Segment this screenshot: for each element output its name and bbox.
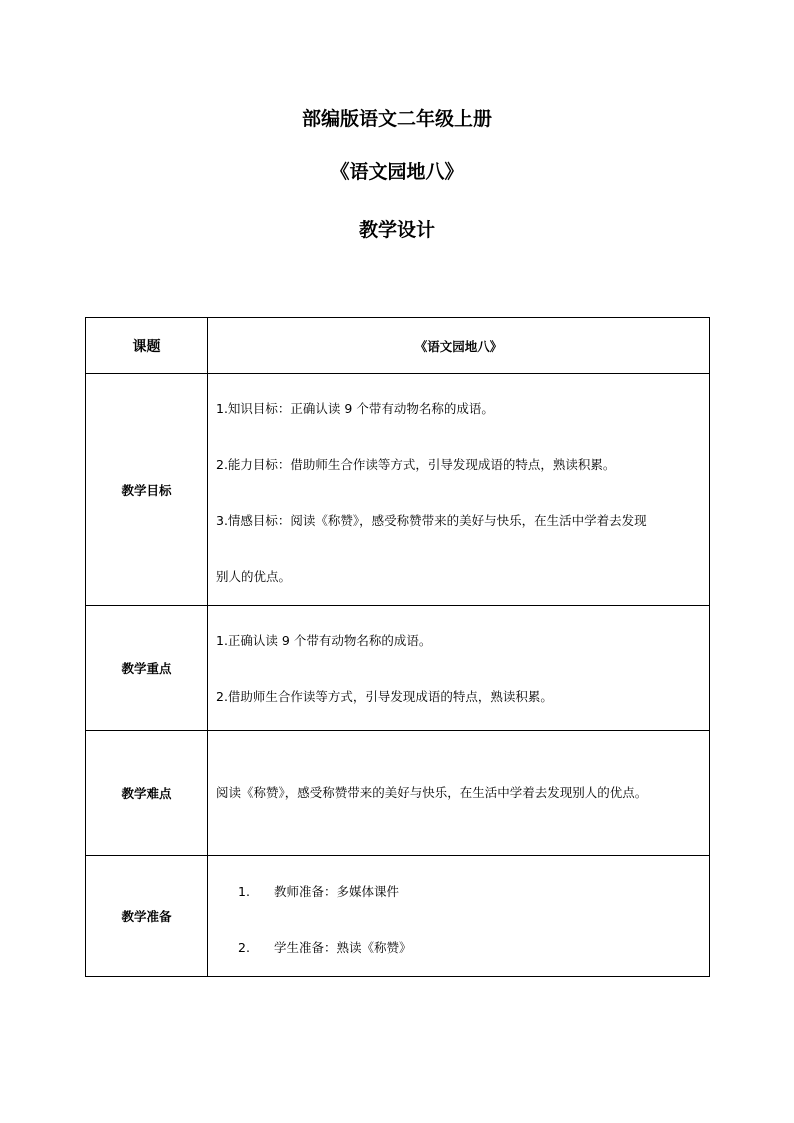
row-difficulties xyxy=(86,731,710,856)
document-title-type: 教学设计 xyxy=(358,219,435,241)
topic-value: 《语文园地八》 xyxy=(208,318,710,374)
preparation-item-text: 学生准备：熟读《称赞》 xyxy=(274,940,412,955)
row-topic xyxy=(86,318,710,374)
objectives-label: 教学目标 xyxy=(86,374,208,606)
row-objectives xyxy=(86,374,710,606)
row-key-points xyxy=(86,606,710,731)
preparation-item xyxy=(238,864,709,920)
preparation-item-number: 1. xyxy=(238,884,250,899)
lesson-plan-table xyxy=(85,317,710,977)
preparation-item-text: 教师准备：多媒体课件 xyxy=(274,884,400,899)
difficulties-cell xyxy=(208,731,710,856)
difficulty-text: 阅读《称赞》，感受称赞带来的美好与快乐，在生活中学着去发现别人的优点。 xyxy=(216,785,648,800)
objectives-cell xyxy=(208,374,710,606)
objective-item: 3.情感目标：阅读《称赞》，感受称赞带来的美好与快乐，在生活中学着去发现 xyxy=(216,513,647,528)
key-point-item: 1.正确认读 9 个带有动物名称的成语。 xyxy=(216,633,432,648)
document-title-textbook: 部编版语文二年级上册 xyxy=(301,108,492,130)
preparation-label: 教学准备 xyxy=(86,856,208,977)
preparation-item xyxy=(238,920,709,976)
preparation-list xyxy=(208,856,709,976)
objective-item: 1.知识目标：正确认读 9 个带有动物名称的成语。 xyxy=(216,401,494,416)
row-preparation xyxy=(86,856,710,977)
preparation-cell xyxy=(208,856,710,977)
difficulties-label: 教学难点 xyxy=(86,731,208,856)
key-points-cell xyxy=(208,606,710,731)
objective-item: 别人的优点。 xyxy=(216,569,292,584)
topic-label: 课题 xyxy=(86,318,208,374)
document-title-lesson: 《语文园地八》 xyxy=(330,161,464,183)
key-point-item: 2.借助师生合作读等方式，引导发现成语的特点，熟读积累。 xyxy=(216,689,553,704)
preparation-item-number: 2. xyxy=(238,940,250,955)
objective-item: 2.能力目标：借助师生合作读等方式，引导发现成语的特点，熟读积累。 xyxy=(216,457,616,472)
key-points-label: 教学重点 xyxy=(86,606,208,731)
